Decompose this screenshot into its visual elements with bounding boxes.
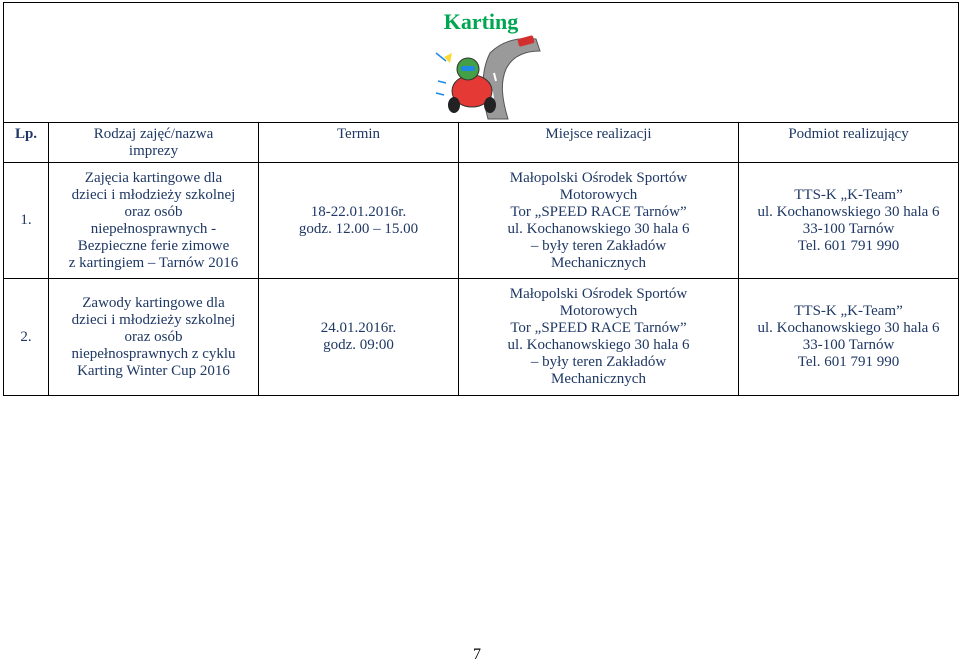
header-row	[4, 123, 959, 163]
org-line: TTS-K „K-Team”	[794, 186, 903, 203]
org-line: ul. Kochanowskiego 30 hala 6	[757, 203, 940, 220]
header-place: Miejsce realizacji	[459, 123, 739, 163]
header-name	[49, 123, 259, 163]
row-lp: 1.	[4, 163, 49, 279]
events-table	[3, 2, 959, 396]
date-line: 18-22.01.2016r.	[310, 203, 407, 220]
name-line: niepełnosprawnych -	[90, 220, 217, 237]
place-line: – były teren Zakładów	[530, 354, 667, 370]
org-line: ul. Kochanowskiego 30 hala 6	[757, 320, 940, 336]
row-lp: 2.	[4, 279, 49, 396]
name-line: Zajęcia kartingowe dla	[84, 169, 223, 186]
page-title: Karting	[443, 9, 519, 34]
row-date	[259, 279, 459, 396]
name-line: niepełnosprawnych z cyklu	[71, 345, 236, 362]
go-kart-clipart	[432, 33, 542, 121]
date-line: godz. 12.00 – 15.00	[298, 220, 419, 237]
table-row	[4, 279, 959, 396]
name-line: Karting Winter Cup 2016	[77, 362, 230, 379]
place-line: Małopolski Ośrodek Sportów	[509, 286, 688, 302]
row-date	[259, 163, 459, 279]
org-line: 33-100 Tarnów	[802, 337, 895, 353]
row-org	[739, 163, 959, 279]
org-line: Tel. 601 791 990	[797, 354, 900, 370]
place-line: ul. Kochanowskiego 30 hala 6	[507, 337, 690, 353]
place-line: Tor „SPEED RACE Tarnów”	[510, 203, 687, 220]
place-line: Tor „SPEED RACE Tarnów”	[510, 320, 687, 336]
place-line: ul. Kochanowskiego 30 hala 6	[507, 220, 690, 237]
page-number: 7	[473, 646, 481, 663]
org-line: Tel. 601 791 990	[797, 237, 900, 254]
row-place	[459, 163, 739, 279]
row-name	[49, 279, 259, 396]
place-line: Mechanicznych	[551, 254, 646, 271]
header-lp: Lp.	[4, 123, 49, 163]
row-org	[739, 279, 959, 396]
name-line: oraz osób	[124, 328, 183, 345]
date-line: godz. 09:00	[323, 337, 394, 353]
title-row	[4, 3, 959, 123]
table-row	[4, 163, 959, 279]
place-line: Mechanicznych	[551, 371, 646, 387]
name-line: Bezpieczne ferie zimowe	[77, 237, 230, 254]
name-line: Zawody kartingowe dla	[82, 294, 225, 311]
place-line: Małopolski Ośrodek Sportów	[509, 169, 688, 186]
row-name	[49, 163, 259, 279]
header-name-line: imprezy	[128, 143, 179, 159]
date-line: 24.01.2016r.	[320, 320, 397, 336]
row-place	[459, 279, 739, 396]
header-date: Termin	[259, 123, 459, 163]
name-line: oraz osób	[124, 203, 183, 220]
name-line: z kartingiem – Tarnów 2016	[68, 254, 239, 271]
header-name-line: Rodzaj zajęć/nazwa	[93, 126, 214, 142]
place-line: Motorowych	[559, 303, 638, 319]
place-line: Motorowych	[559, 186, 638, 203]
header-org: Podmiot realizujący	[739, 123, 959, 163]
org-line: 33-100 Tarnów	[802, 220, 895, 237]
name-line: dzieci i młodzieży szkolnej	[71, 311, 236, 328]
title-cell	[4, 3, 959, 123]
org-line: TTS-K „K-Team”	[794, 303, 903, 319]
place-line: – były teren Zakładów	[530, 237, 667, 254]
document	[3, 2, 958, 396]
name-line: dzieci i młodzieży szkolnej	[71, 186, 236, 203]
